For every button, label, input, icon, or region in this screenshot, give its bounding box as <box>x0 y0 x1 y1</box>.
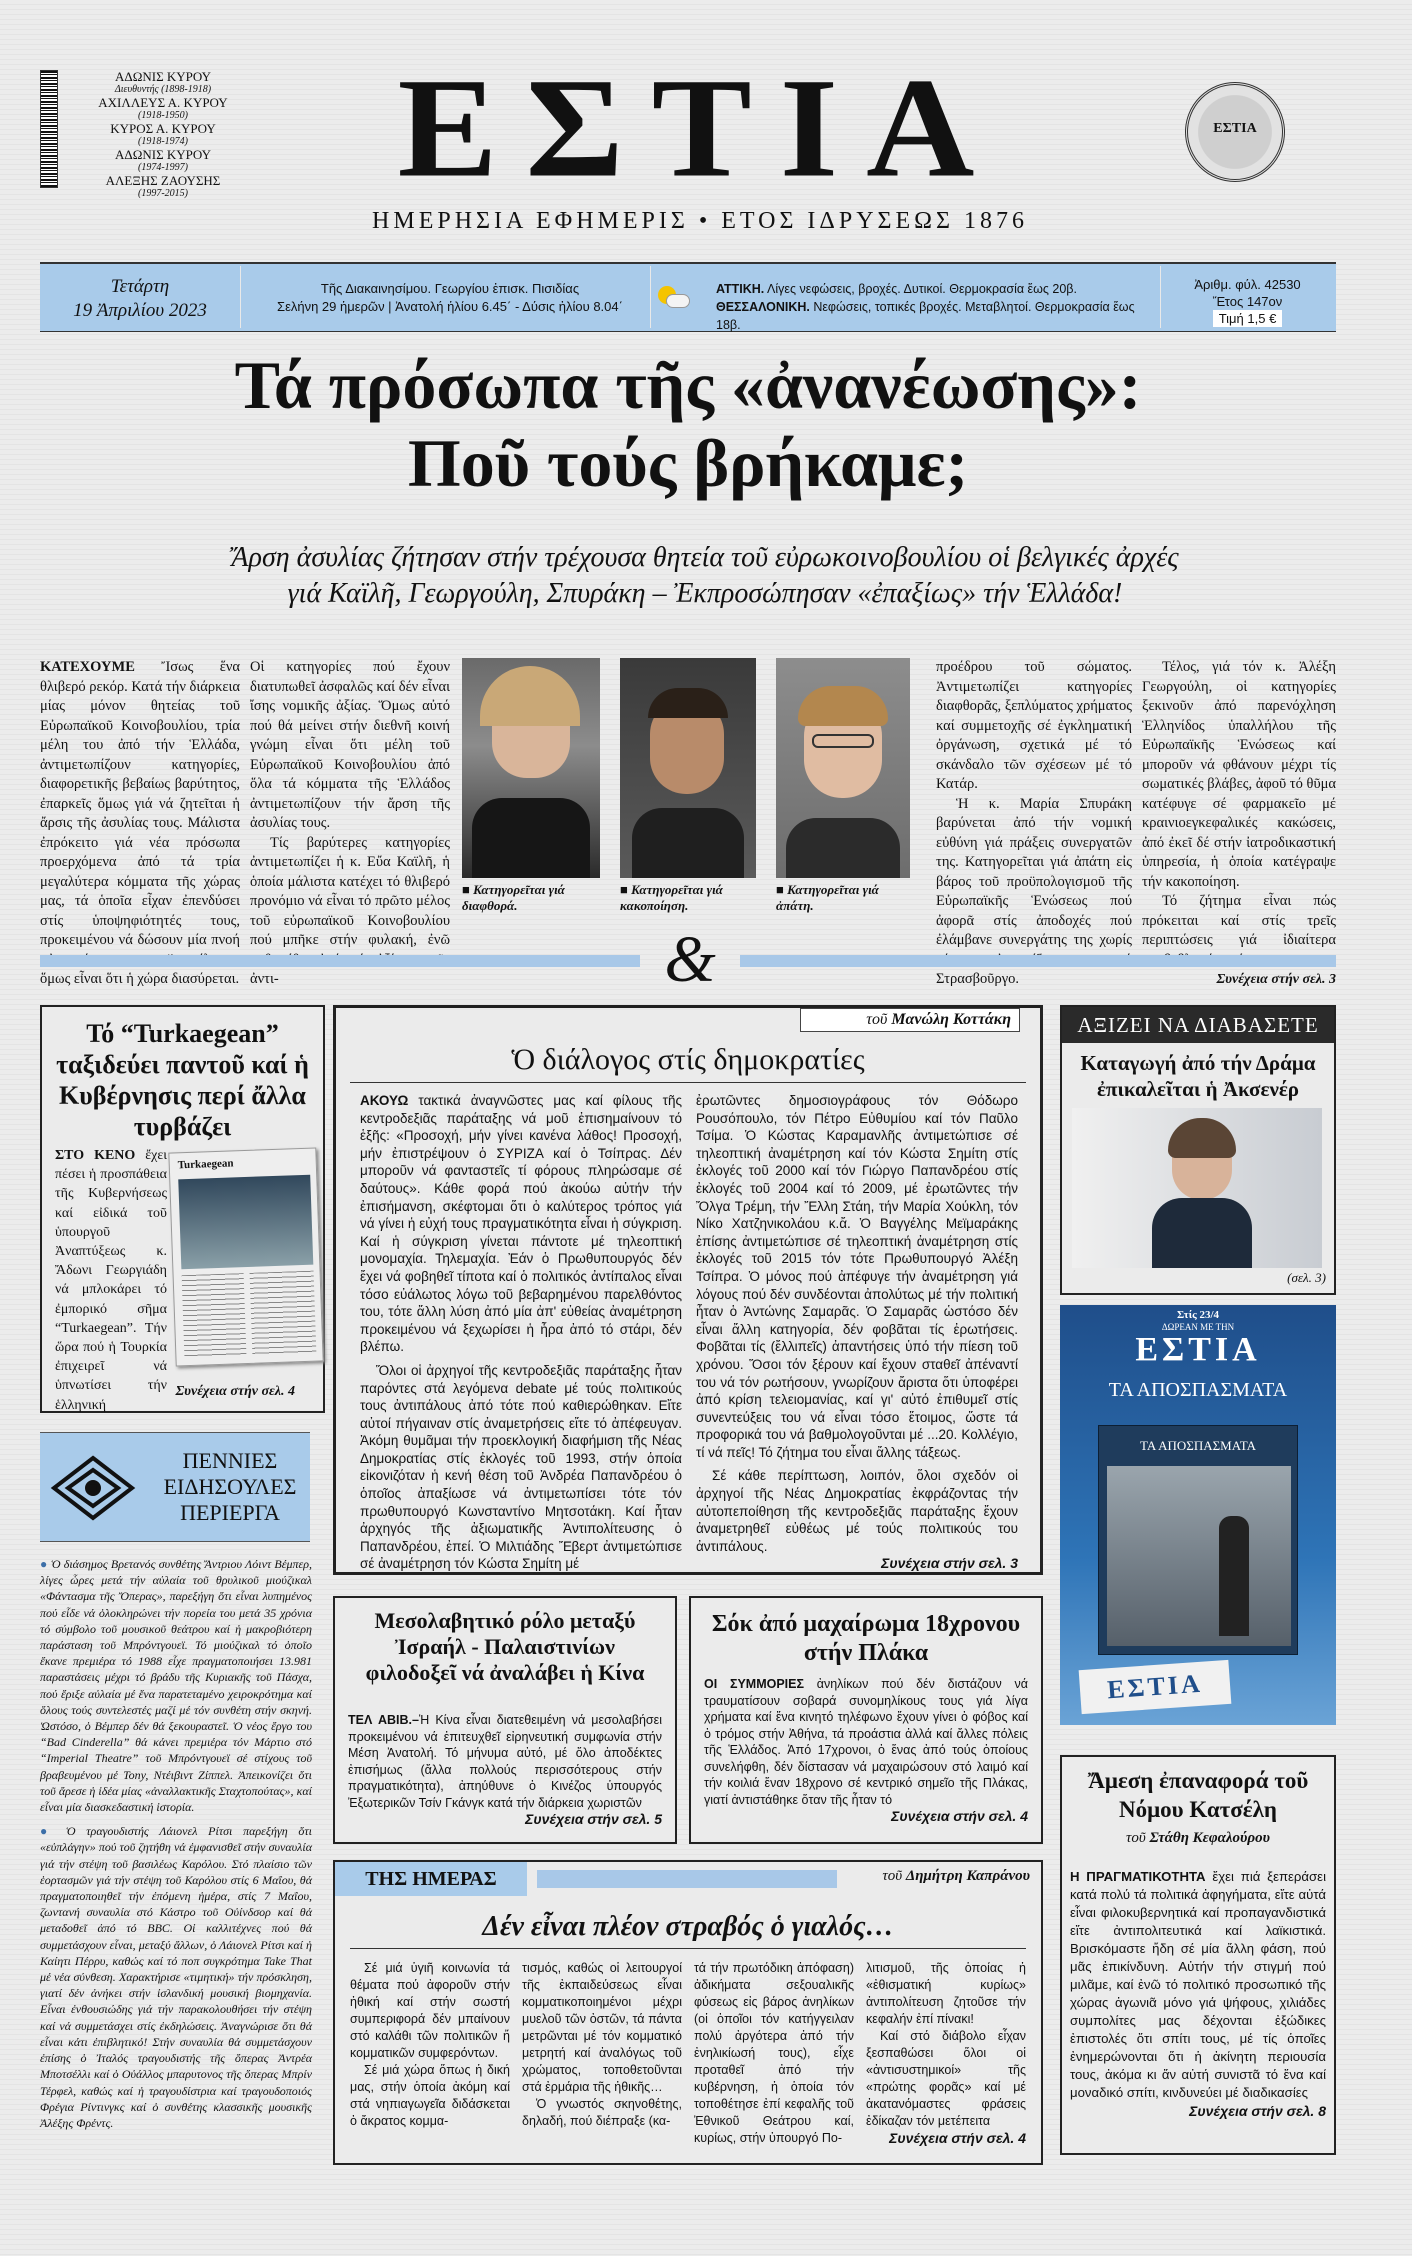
info-date <box>50 275 230 323</box>
lead-headline <box>40 346 1336 502</box>
photo-spyraki <box>776 658 910 878</box>
tis-imeras-col-1 <box>350 1960 510 2130</box>
lead-col-3 <box>936 658 1132 990</box>
photo-kaili <box>462 658 600 878</box>
dialogue-p2: Ὅλοι οἱ ἀρχηγοί τῆς κεντροδεξιᾶς παράταξης ἦταν παρόντες στά λεγόμενα debate μέ τούς πολιτικούς τους ἀντιπάλους ἀπό τότε πού καθιερώθηκαν. Εἴτε αὐτοί πήγαιναν στίς ἀναμετρήσεις εἴτε τό ἀπέφευγαν. Ἀκόμη θυμᾶμαι τήν προεκλογική διαφήμιση τῆς Νέας Δημοκρατίας στίς ἐκλογές τοῦ 1993, στήν ὁποία εἰκονιζόταν ἡ κενή θέση τοῦ Ἀνδρέα Παπανδρέου ὁ ὁποῖος ἀπαξίωσε νά ἀντιμετωπίσει τότε τόν πρωθυπουργό Κωνσταντίνο Μητσοτάκη. Καί ἦταν ἀρχηγός τῆς ἀξιωματικῆς Ἀντιπολίτευσης ὁ Παπανδρέου, ἐπεί. Ὁ Μιλτιάδης Ἔβερτ ἀντιμετώπισε σέ ἀναμέτρηση τόν Κώστα Σημίτη μέ <box>360 1362 682 1572</box>
issue-info <box>1165 276 1330 327</box>
byline-prefix: τοῦ <box>1126 1830 1146 1846</box>
founder: ΑΧΙΛΛΕΥΣ Α. ΚΥΡΟΥ <box>98 95 228 110</box>
tis-imeras-col-2 <box>522 1960 682 2130</box>
tis-imeras-c1: Σέ μιά ὑγιῆ κοινωνία τά θέματα πού ἀφοροῦν στήν ἠθική καί στήν σωστή συμπεριφορά δέν μπαίνουν στό καλάθι τῶν πολιτικῶν ἤ κομματικῶν συμφερόντων. <box>350 1961 510 2060</box>
tis-imeras-col-3 <box>694 1960 854 2147</box>
lead-deck-line2: γιά Καϊλῆ, Γεωργούλη, Σπυράκη – Ἐκπροσώπησαν «ἐπαξίως» τήν Ἑλλάδα! <box>287 578 1123 609</box>
lead-col2a-text: Οἱ κατηγορίες πού ἔχουν διατυπωθεῖ ἀσφαλῶς καί δέν εἶναι ἴσης νομικῆς ἀξίας. Ὅμως αὐτό πού θά μείνει στήν διεθνῆ κοινή γνώμη εἶναι ὅτι μέλη τοῦ Εὐρωπαϊκοῦ Κοινοβουλίου ἀπό ὅλα τά κόμματα τῆς Ἑλλάδος ἀντιμετωπίζουν τήν ἄρση τῆς ἀσυλίας τους. <box>250 659 450 831</box>
seal-logo <box>1185 82 1285 182</box>
turkaegean-text: ἔχει πέσει ἡ προσπάθεια τῆς Κυβερνήσεως καί εἰδικά τοῦ ὑπουργοῦ Ἀναπτύξεως κ. Ἄδωνι Γεωργιάδη νά μπλοκάρει τό ἐμπορικό σῆμα “Turkaegean”. Τήν ὥρα πού ἡ Τουρκία ἐπιχειρεῖ νά ὑπνωτίσει τήν ἑλληνική <box>55 1148 167 1413</box>
tis-imeras-c4b: Καί στό διάβολο εἶχαν ξεσπαθώσει ὅλοι οἱ «ἀντισυστημικοί» τῆς «πρώτης φορᾶς» καί μέ ἀκατανόμαστες φράσεις ἐδίκαζαν τόν μετέπειτα <box>866 2029 1026 2128</box>
banner-bar <box>537 1870 837 1888</box>
founder-note: (1918-1950) <box>138 110 188 121</box>
dialogue-col-1 <box>360 1092 682 1573</box>
founders-list <box>88 70 238 200</box>
masthead-subtitle: ΗΜΕΡΗΣΙΑ ΕΦΗΜΕΡΙΣ • ΕΤΟΣ ΙΔΡΥΣΕΩΣ 1876 <box>372 208 1028 234</box>
info-feast <box>250 280 650 316</box>
mediator-title: Μεσολαβητικό ρόλο μεταξύ Ἰσραήλ - Παλαιστινίων φιλοδοξεῖ νά ἀναλάβει ἡ Κίνα <box>365 1608 645 1685</box>
pennies-title-line2: ΕΙΔΗΣΟΥΛΕΣ <box>163 1474 297 1499</box>
promo-bottom: ΕΣΤΙΑ <box>1079 1660 1232 1714</box>
weather-text <box>716 280 1156 334</box>
dialogue-p4: Σέ κάθε περίπτωση, λοιπόν, ὅλοι σχεδόν οἱ ἀρχηγοί τῆς Νέας Δημοκρατίας ἐκφράζοντας τήν αὐτοπεποίθηση τῆς κεντροδεξιᾶς παράταξης ἔχουν ἀναμετρηθεῖ εὐθέως μέ τούς πολιτικούς του ἀντιπάλους. <box>696 1468 1018 1554</box>
lead-headline-line2: Ποῦ τούς βρήκαμε; <box>407 425 969 501</box>
lead-col-1 <box>40 658 240 990</box>
pennies-title-line1: ΠΕΝΝΙΕΣ <box>182 1448 278 1473</box>
katseli-dropword: Η ΠΡΑΓΜΑΤΙΚΟΤΗΤΑ <box>1070 1869 1206 1884</box>
lead-col-4 <box>1142 658 1336 990</box>
issue-number: Ἀριθμ. φύλ. 42530 <box>1194 277 1301 292</box>
continue-link[interactable]: Συνέχεια στήν σελ. 8 <box>1189 2103 1326 2119</box>
founder-note: (1974-1997) <box>138 162 188 173</box>
weather-icon <box>658 286 688 310</box>
pennies-item-1: Ὁ διάσημος Βρετανός συνθέτης Ἄντριου Λόιντ Βέμπερ, λίγες ὧρες μετά τήν αὐλαία τοῦ θρυλικοῦ μιούζικαλ «Φάντασμα τῆς Ὄπερας», παρεξήγη ὅτι εἶναι λυπημένος πού εἶδε νά ὁλοκληρώνει τήν πορεία του μετά 35 χρόνια τό σύμβολο τοῦ μουσικοῦ θεάτρου καί ἡ μακροβιότερη παράσταση τοῦ Μπρόντγουεϊ. Τό μιούζικαλ τό ὁποῖο ἔκανε πρεμιέρα τό 1988 εἶχε πραγματοποιήσει 13.981 παραστάσεις μέχρι τό βράδυ τῆς Κυριακῆς τοῦ Πάσχα, πού ἔριξε αὐλαία μέ ἕνα παρατεταμένο χειροκρότημα καί ὅλους τούς συντελεστές μαζί μέ τόν συνθέτη στήν σκηνή. Ὡστόσο, ὁ Βέμπερ δέν θά ξεκουραστεῖ. Ὁ νέος ἔργο του “Bad Cinderella” θά κάνει πρεμιέρα τόν Μάρτιο στό “Imperial Theatre” τοῦ Μπρόντγουεϊ σέ στίχους τοῦ βραβευμένου μέ Tony, Ντέιβιντ Ζίππελ. Ἀπεικονίζει ὅτι τοῦ ἄρεσε ἡ ἰδέα μίας «ἀναλλακτικῆς Σταχτοπούτας», καί εἶναι μία διασκεδαστική ἱστορία. <box>40 1557 312 1815</box>
lead-deck <box>60 540 1350 612</box>
turkaegean-title: Τό “Turkaegean” ταξιδεύει παντοῦ καί ἡ Κυβέρνησις περί ἄλλα τυρβάζει <box>56 1019 309 1141</box>
divider <box>650 266 651 328</box>
photo-ref: (σελ. 3) <box>1287 1270 1326 1285</box>
lead-col2b-text: Τίς βαρύτερες κατηγορίες ἀντιμετωπίζει ἡ κ. Εὔα Καϊλῆ, ἡ ὁποία μάλιστα κατέχει τό θλιβερό προνόμιο νά εἶναι τό πρῶτο μέλος τοῦ εὐρωπαϊκοῦ Κοινοβουλίου πού μπῆκε στήν φυλακή, ἐνῶ ἀντι- <box>250 834 450 987</box>
lead-col3b-text: Ἡ κ. Μαρία Σπυράκη βαρύνεται ἀπό τήν νομική εὐθύνη γιά πράξεις συνεργατῶν της. Κατηγορεῖται γιά ἀπάτη εἰς βάρος τοῦ προϋπολογισμοῦ τῆς Εὐρωπαϊκῆς Ἑνώσεως πού ἀφορᾶ στίς ἀποδοχές πού ἐλάμβανε συνεργάτης της χωρίς Στρασβοῦργο. <box>936 795 1132 987</box>
lead-col-2 <box>250 658 450 990</box>
day: Τετάρτη <box>110 276 170 297</box>
founder: ΑΔΩΝΙΣ ΚΥΡΟΥ <box>114 147 212 162</box>
shock-dropword: ΟΙ ΣΥΜΜΟΡΙΕΣ <box>704 1677 804 1691</box>
dialogue-title: Ὁ διάλογος στίς δημοκρατίες <box>511 1043 865 1076</box>
issue-year: Ἔτος 147ον <box>1212 294 1283 309</box>
tis-imeras-c3: τά τήν πρωτόδικη ἀπόφαση) ἀδικήματα σεξουαλικῆς φύσεως εἰς βάρος ἀνηλίκων (οἱ ὁποῖοι τόν κατήγγειλαν πολύ ἀργότερα ἀπό τήν ἐνηλικίωσή τους), εἶχε προταθεῖ ἀπό τήν κυβέρνηση, ἡ ὁποία τόν τοποθέτησε ἐπί κεφαλῆς τοῦ Ἐθνικοῦ Θεάτρου καί, κυρίως, στήν ὑπουργό Πο- <box>694 1961 854 2145</box>
tis-imeras-c2b: Ὁ γνωστός σκηνοθέτης, δηλαδή, πού διέπραξε (κα- <box>522 2097 682 2128</box>
feast-text: Τῆς Διακαινησίμου. Γεωργίου ἐπισκ. Πισιδίας <box>320 281 580 296</box>
book-promo <box>1060 1305 1336 1725</box>
founder: ΚΥΡΟΣ Α. ΚΥΡΟΥ <box>110 121 216 136</box>
promo-date: Στίς 23/4 <box>1176 1309 1220 1321</box>
promo-title: ΤΑ ΑΠΟΣΠΑΣΜΑΤΑ <box>1108 1379 1288 1401</box>
lead-col3a-text: προέδρου τοῦ σώματος. Ἀντιμετωπίζει κατηγορίες διαφθορᾶς, ξεπλύματος χρήματος καί συμμετοχῆς σέ ἐγκληματική ὀργάνωση, σχετικά μέ τό σκάνδαλο τῶν σχέσεων μέ τό Κατάρ. <box>936 659 1132 792</box>
tis-imeras-c2: τισμός, καθώς οἱ λειτουργοί τῆς ἐκπαιδεύσεως εἶναι κομματικοποιημένοι μέχρι μυελοῦ τῶν ὀστῶν, τά πάντα μετρῶνται μέ τόν κομματικό μετρητή καί ἀναλόγως τοῦ χρώματος, τοποθετοῦνται στά ἐρμάρια τῆς ἠθικῆς… <box>522 1961 682 2094</box>
ampersand: & <box>664 923 716 996</box>
photo-georgoulis <box>620 658 756 878</box>
seal-text: ΕΣΤΙΑ <box>1213 121 1257 136</box>
divider-bar-right <box>740 955 1336 967</box>
divider <box>240 266 241 328</box>
author-name: Στάθη Κεφαλούρου <box>1149 1830 1270 1846</box>
aksener-photo <box>1072 1108 1322 1268</box>
dialogue-byline <box>800 1008 1020 1032</box>
divider-bar-left <box>40 955 640 967</box>
byline-prefix: τοῦ <box>882 1868 903 1884</box>
divider <box>1160 266 1161 328</box>
mediator-text: Ἡ Κίνα εἶναι διατεθειμένη νά μεσολαβήσει προκειμένου νά ἐπιτευχθεῖ εἰρηνευτική συμφωνία στήν Μέση Ἀνατολή. Τό μήνυμα αὐτό, μέ ὅλο ἀποδέκτες ἐπισήμως (ἄλλα πολλούς περισσότερους στήν πραγματικότητα), ἀπηύθυνε ὁ Κινέζος ὑπουργός Ἐξωτερικῶν Τσίν Γκάνγκ κατά τήν διάρκεια χωριστῶν <box>348 1713 662 1810</box>
weather1-region: ΑΤΤΙΚΗ. <box>716 282 765 296</box>
author-name: Δημήτρη Καπράνου <box>905 1868 1030 1884</box>
katseli-body <box>1070 1868 1326 2120</box>
katseli-title: Ἄμεση ἐπαναφορά τοῦ Νόμου Κατσέλη <box>1087 1768 1309 1822</box>
tis-imeras-banner: ΤΗΣ ΗΜΕΡΑΣ <box>335 1862 527 1896</box>
shock-title: Σόκ ἀπό μαχαίρωμα 18χρονου στήν Πλάκα <box>711 1611 1021 1666</box>
shock-body <box>704 1676 1028 1825</box>
magazine-cover <box>168 1147 323 1366</box>
dialogue-col-2 <box>696 1092 1018 1573</box>
katseli-text: ἔχει πιά ξεπεράσει κατά πολύ τά πολιτικά ἀφηγήματα, εἴτε αὐτά εἶναι φιλοκυβερνητικά καί προπαγανδιστικά εἴτε ἀντιπολιτευτικά καί λαϊκιστικά. Βρισκόμαστε ἤδη σέ μία ἄλλη φάση, πού μᾶς ἐπικίνδυνη. Αὐτήν τήν στιγμή πού μιλᾶμε, καί ἐνῶ τό πολιτικό προσωπικό τῆς χώρας ἀγωνιᾶ μόνο γιά ψήφους, χιλιάδες συμπολίτες μας δέχονται ἐξώδικες ἐπιστολές ὅτι σπίτι τους, μέ τίς ὁποῖες ἐνημερώνονται ὅτι ἡ ἀκίνητη περιουσία τους, ἀκόμα κι ἄν αὐτή συνιστᾶ τό ἕνα καί μοναδικό σπίτι, κινδυνεύει μέ διαδικασίες <box>1070 1869 1326 2100</box>
tis-imeras-c1b: Σέ μιά χώρα ὅπως ἡ δική μας, στήν ὁποία ἀκόμη καί στά νηπιαγωγεῖα διδάσκεται ὁ ἄκρατος κομμα- <box>350 2063 510 2128</box>
weather2-region: ΘΕΣΣΑΛΟΝΙΚΗ. <box>716 300 810 314</box>
tis-imeras-byline <box>830 1868 1030 1885</box>
book-title: ΤΑ ΑΠΟΣΠΑΣΜΑΤΑ <box>1140 1438 1256 1453</box>
pennies-body: ● Ὁ διάσημος Βρετανός συνθέτης Ἄντριου Λόιντ Βέμπερ, λίγες ὧρες μετά τήν αὐλαία τοῦ θρυλικοῦ μιούζικαλ «Φάντασμα τῆς Ὄπερας», παρεξήγη ὅτι εἶναι λυπημένος πού εἶδε νά ὁλοκληρώνει τήν πορεία του μετά 35 χρόνια τό σύμβολο τοῦ μουσικοῦ θεάτρου καί ἡ μακροβιότερη παράσταση τοῦ Μπρόντγουεϊ. Τό μιούζικαλ τό ὁποῖο ἔκανε πρεμιέρα τό 1988 εἶχε πραγματοποιήσει 13.981 παραστάσεις μέχρι τό βράδυ τῆς Κυριακῆς τοῦ Πάσχα, πού ἔριξε αὐλαία μέ ἕνα παρατεταμένο χειροκρότημα καί ὅλους τούς συντελεστές μαζί μέ τόν συνθέτη στήν σκηνή. Ὡστόσο, ὁ Βέμπερ δέν θά ξεκουραστεῖ. Ὁ νέος ἔργο του “Bad Cinderella” θά κάνει πρεμιέρα τόν Μάρτιο στό “Imperial Theatre” τοῦ Μπρόντγουεϊ σέ στίχους τοῦ βραβευμένου μέ Tony, Ντέιβιντ Ζίππελ. Ἀπεικονίζει ὅτι τοῦ ἄρεσε ἡ ἰδέα μίας «ἀναλλακτικῆς Σταχτοπούτας», καί εἶναι μία διασκεδαστική ἱστορία. ● Ὁ τραγουδιστής Λάιονελ Ρίτσι παρεξήγη ὅτι «εὐπλάγην» πού τοῦ ζητήθη νά ἐμφανισθεῖ στήν συναυλία γιά τήν στέψη τοῦ βασιλέως Καρόλου. Στό πλαίσιο τῶν ἑορτασμῶν γιά τήν στέψη τοῦ Καρόλου στίς 6 Μαΐου, θά πραγματοποιηθεῖ τήν ἐπόμενη ἡμέρα, στίς 7 Μαΐου, ζωντανή συναυλία στό Κάστρο τοῦ Οὐίνδσορ καί θά μεταδοθεῖ ἀπό τό BBC. Οἱ καλλιτέχνες πού θά συμμετάσχουν εἶναι, μεταξύ ἄλλων, ὁ Λάιονελ Ρίτσι καί ἡ Καίητι Πέρρυ, καθώς καί τό ποπ συγκρότημα Take That μέ νέα σύνθεση. Χαρακτήρισε «τιμητική» τήν πρόσκληση, γιατί δέν ἀνήκει στήν ἰσλανδική μουσική βιομηχανία. Εἶναι ἐνθουσιώδης γιά τήν παρακολουθήσει τήν στέψη καί νά συμμετάσχει στίς ἐκδηλώσεις. Ἀναγνώρισε ὅτι θά εἶναι κάτι ἐπιβλητικό! Στήν συναυλία θά συμμετάσχουν ἐπίσης ὁ Ἰταλός τραγουδιστής τῆς ὄπερας Ἀντρέα Μποτσέλλι καί ὁ Οὐάλλος μπαρυτονος τῆς ὄπερας Μπρίν Τέρφελ, καθώς καί ἡ τραγουδίστρια καί τραγουδοποιός Φρέγια Ρίντινγκς καί ὁ συνθέτης κλασσικῆς μουσικῆς Ἀλέξης Φρέντς. <box>40 1557 313 2130</box>
tis-imeras-c4: λιτισμοῦ, τῆς ὁποίας ἡ «ἐθισματική κυρίως» ἀντιπολίτευση ζητοῦσε τήν κεφαλήν ἐπί πίνακι! <box>866 1961 1026 2026</box>
weather2-forecast: Νεφώσεις, τοπικές βροχές. Μεταβλητοί. Θερμοκρασία ἕως 18β. <box>716 300 1135 332</box>
photo-caption: ■ Κατηγορεῖται γιά κακοποίηση. <box>620 882 723 913</box>
continue-link[interactable]: Συνέχεια στήν σελ. 4 <box>175 1384 295 1399</box>
caption-kaili: Κατηγορεῖται γιά διαφθορά. <box>462 882 565 913</box>
barcode <box>40 70 58 188</box>
lead-headline-line1: Τά πρόσωπα τῆς «ἀνανέωσης»: <box>234 347 1142 423</box>
founder: ΑΔΩΝΙΣ ΚΥΡΟΥ <box>114 69 212 84</box>
lead-col4a-text: Τέλος, γιά τόν κ. Ἀλέξη Γεωργούλη, οἱ κατηγορίες ξεκινοῦν ἀπό παρενόχληση Ἑλληνίδος ὑπαλλήλου τῆς Εὐρωπαϊκῆς Ἑνώσεως καί μποροῦν νά φθάνουν μέχρι τίς σωματικές βλάβες, ἀφοῦ τό θῦμα κατέφυγε σέ φαρμακεῖο μέ κραινιοεγκεφαλικές κακώσεις, ἀπό ἐκεῖ δέ στήν ἰατροδικαστική ὑπηρεσία, ἡ ὁποία κατέγραψε τήν κακοποίηση. <box>1142 659 1336 890</box>
caption-spyraki: Κατηγορεῖται γιά ἀπάτη. <box>776 882 879 913</box>
turkaegean-body <box>55 1146 167 1415</box>
weather1-forecast: Λίγες νεφώσεις, βροχές. Δυτικοί. Θερμοκρασία ἕως 20β. <box>764 282 1077 296</box>
magazine-title: Turkaegean <box>177 1157 234 1172</box>
title-rule <box>350 1948 1026 1949</box>
dialogue-title-rule <box>350 1082 1026 1083</box>
continue-link[interactable]: Συνέχεια στήν σελ. 5 <box>525 1811 662 1827</box>
pennies-item-2: Ὁ τραγουδιστής Λάιονελ Ρίτσι παρεξήγη ὅτι «εὐπλάγην» πού τοῦ ζητήθη νά ἐμφανισθεῖ στήν συναυλία γιά τήν στέψη τοῦ βασιλέως Καρόλου. Στό πλαίσιο τῶν ἑορτασμῶν γιά τήν στέψη τοῦ Καρόλου στίς 6 Μαΐου, θά πραγματοποιηθεῖ τήν ἐπόμενη ἡμέρα, στίς 7 Μαΐου, ζωντανή συναυλία στό Κάστρο τοῦ Οὐίνδσορ καί θά μεταδοθεῖ ἀπό τό BBC. Οἱ καλλιτέχνες πού θά συμμετάσχουν εἶναι, μεταξύ ἄλλων, ὁ Λάιονελ Ρίτσι καί ἡ Καίητι Πέρρυ, καθώς καί τό ποπ συγκρότημα Take That μέ νέα σύνθεση. Χαρακτήρισε «τιμητική» τήν πρόσκληση, γιατί δέν ἀνήκει στήν ἰσλανδική μουσική βιομηχανία. Εἶναι ἐνθουσιώδης γιά τήν παρακολουθήσει τήν στέψη καί νά συμμετάσχει στίς ἐκδηλώσεις. Ἀναγνώρισε ὅτι θά εἶναι κάτι ἐπιβλητικό! Στήν συναυλία θά συμμετάσχουν ἐπίσης ὁ Ἰταλός τραγουδιστής τῆς ὄπερας Ἀντρέα Μποτσέλλι καί ὁ Οὐάλλος μπαρυτονος τῆς ὄπερας Μπρίν Τέρφελ, καθώς καί ἡ τραγουδίστρια καί τραγουδοποιός Φρέγια Ρίντινγκς καί ὁ συνθέτης κλασσικῆς μουσικῆς Ἀλέξης Φρέντς. <box>40 1824 313 2130</box>
caption-georgoulis: Κατηγορεῖται γιά κακοποίηση. <box>620 882 723 913</box>
pennies-title <box>150 1448 310 1526</box>
photo-caption: ■ Κατηγορεῖται γιά διαφθορά. <box>462 882 565 913</box>
lead-col1-text: Ἴσως ἕνα θλιβερό ρεκόρ. Κατά τήν διάρκεια μίας μόνον θητείας τοῦ Εὐρωπαϊκοῦ Κοινοβουλίου, τρία μέλη του ἀπό τήν Ἑλλάδα, ἀντιμετωπίζουν κατηγορίες, διαφορετικῆς βεβαίως βαρύτητος, ἐπαρκεῖς ὅμως γιά νά ζητεῖται ἡ ἄρσις τῆς ἀσυλίας τους. Μάλιστα ἐπρόκειτο γιά νέα πρόσωπα προερχόμενα ἀπό τά τρία μεγαλύτερα κόμματα τῆς χώρας μας, τά ὁποῖα εἶχαν ἐπενδύσει στίς ὑποψηφιότητές τους, προκειμένου νά δώσουν μία πνοή ὅμως εἶναι ὅτι ἡ χώρα διασύρεται. <box>40 659 240 987</box>
lead-col4b-text: Τό ζήτημα εἶναι πώς πρόκειται καί στίς τρεῖς περιπτώσεις γιά ἰδιαίτερα <box>1142 893 1336 948</box>
axizei-title: Καταγωγή ἀπό τήν Δράμα ἐπικαλεῖται ἡ Ἀκσενέρ <box>1080 1051 1316 1101</box>
masthead-title: ΕΣΤΙΑ <box>397 49 1003 207</box>
book-cover <box>1098 1425 1298 1655</box>
continue-link[interactable]: Συνέχεια στήν σελ. 4 <box>891 1808 1028 1824</box>
founder-note: Διευθυντής (1898-1918) <box>114 84 212 95</box>
author-name: Μανώλη Κοττάκη <box>891 1011 1011 1028</box>
founder-note: (1997-2015) <box>138 188 188 199</box>
lead-dropword: ΚΑΤΕΧΟΥΜΕ <box>40 659 135 675</box>
price: Τιμή 1,5 € <box>1213 310 1283 327</box>
turkaegean-dropword: ΣΤΟ ΚΕΝΟ <box>55 1148 136 1163</box>
mediator-dropword: ΤΕΛ ΑΒΙΒ.– <box>348 1713 419 1727</box>
photo-caption: ■ Κατηγορεῖται γιά ἀπάτη. <box>776 882 879 913</box>
mediator-body <box>348 1712 662 1828</box>
byline-prefix: τοῦ <box>866 1011 888 1028</box>
continue-link[interactable]: Συνέχεια στήν σελ. 3 <box>1216 972 1336 987</box>
promo-with: ΔΩΡΕΑΝ ΜΕ ΤΗΝ <box>1161 1322 1235 1332</box>
dialogue-dropword: ΑΚΟΥΩ <box>360 1093 409 1108</box>
founder-note: (1918-1974) <box>138 136 188 147</box>
lead-deck-line1: Ἄρση ἀσυλίας ζήτησαν στήν τρέχουσα θητεία τοῦ εὐρωκοινοβουλίου οἱ βελγικές ἀρχές <box>231 542 1179 573</box>
dialogue-p1: τακτικά ἀναγνῶστες μας καί φίλους τῆς κεντροδεξιᾶς παράταξης νά μοῦ ἐπισημαίνουν τό ἑξῆς: «Προσοχή, μήν γίνει κανένα λάθος! Προσοχή, μήν ἐπιστρέψουν ὁ ΣΥΡΙΖΑ καί ὁ Τσίπρας. Δέν μποροῦν νά φανταστεῖς τί φόρους πληρώσαμε σέ δαύτους». Κάθε φορά πού ἀκούω αὐτήν τήν ἐπισήμανση, σκέφτομαι ὅτι ὁ καλύτερος τρόπος γιά νά γίνει ἡ εὐχή τους πραγματικότητα εἶναι ἡ σύγκριση. Καί ἡ σύγκριση γίνεται πάντοτε μέ τηλεοπτική μονομαχία. Τηλεμαχία. Ἐάν ὁ Πρωθυπουργός δέν ἔχει νά φοβηθεῖ τίποτα καί ὁ πολιτικός ἀντίπαλος εἶναι τόσο εὐάλωτος λόγω τοῦ βεβαρημένου παρελθόντος του, τότε ἄλλη λύση ἀπό μία ἀπ' εὐθείας ἀναμέτρηση προκειμένου νά ξεχωρίσει ἡ ἦρα ἀπό τό στάρι, δέν βλέπω. <box>360 1093 682 1355</box>
continue-link[interactable]: Συνέχεια στήν σελ. 3 <box>881 1555 1018 1572</box>
moon-text: Σελήνη 29 ἡμερῶν | Ἀνατολή ἡλίου 6.45΄ - Δύσις ἡλίου 8.04΄ <box>277 299 623 314</box>
dialogue-p3: ἐρωτῶντες δημοσιογράφους τόν Θόδωρο Ρουσόπουλο, τόν Πέτρο Εὐθυμίου καί τόν Παῦλο Τσίμα. Ὁ Κώστας Καραμανλῆς ἀντιμετώπισε σέ τηλεοπτική ἀναμέτρηση καί τόν Κώστα Σημίτη στίς ἐκλογές τοῦ 2000 καί τόν Γιώργο Παπανδρέου στίς ἐκλογές τοῦ 2004 καί τό 2009, μέ ἐρωτῶντες τήν Ὄλγα Τρέμη, τήν Ἔλλη Στάη, τήν Μαρία Χούκλη, τόν Νίκο Χατζηνικολάου κ.ἄ. Ὁ Βαγγέλης Μεϊμαράκης ἐπίσης ἀντιμετώπισε σέ τηλεοπτική ἀναμέτρηση στίς ἐκλογές τοῦ 2015 τόν τότε Πρωθυπουργό Ἀλέξη Τσίπρα. Ὁ μόνος πού ἀπέφυγε τήν ἀναμέτρηση γιά λόγους πού δέν συνδέονται ἀπολύτως μέ τήν πολιτική ἦταν ὁ Ἀντώνης Σαμαρᾶς. Ὁ Σαμαρᾶς ὡστόσο δέν εἶναι ἄλλη κατηγορία, δέν φοβᾶται τίς ἐρωτήσεις. Φοβᾶται τίς (ἔλλιπεῖς) ἀπαντήσεις ὑπό τήν πίεση τοῦ χρόνου. Ὅσοι τόν ξέρουν καί ἔχουν σταθεῖ ἀπέναντί του νά τόν ρωτήσουν, γνωρίζουν ἄριστα ὅτι ὑποφέρει ἀπό κρίση τελειομανίας, καί γι' αὐτό ἐπιθυμεῖ στίς συνεντεύξεις του νά εἶναι τόσο ἕτοιμος, ὥστε τά προφορικά του νά βαθμολογοῦνται μέ ...20. Κολλέγιο, τί νά πεῖς! Τό ζήτημα του εἶναι ἄλλης τάξεως. <box>696 1093 1018 1460</box>
katseli-byline <box>1070 1830 1326 1847</box>
axizei-banner: ΑΞΙΖΕΙ ΝΑ ΔΙΑΒΑΣΕΤΕ <box>1062 1007 1334 1043</box>
tis-imeras-col-4 <box>866 1960 1026 2147</box>
founder: ΑΛΕΞΗΣ ΖΑΟΥΣΗΣ <box>105 173 221 188</box>
continue-link[interactable]: Συνέχεια στήν σελ. 4 <box>889 2130 1026 2146</box>
date: 19 Ἀπριλίου 2023 <box>73 300 207 321</box>
pennies-title-line3: ΠΕΡΙΕΡΓΑ <box>180 1500 280 1525</box>
ornament-icon <box>48 1452 138 1524</box>
tis-imeras-title: Δέν εἶναι πλέον στραβός ὁ γιαλός… <box>482 1911 894 1942</box>
promo-paper: ΕΣΤΙΑ <box>1135 1331 1261 1368</box>
shock-text: ἀνηλίκων πού δέν διστάζουν νά τραυματίσουν σοβαρά συνομηλίκους τους γιά λίγα χρήματα καί ἕνα κινητό τηλέφωνο ἔχουν γίνει ὁ φόβος καί ὁ τρόμος στήν Ἀθήνα, τά προάστια ἀλλά καί ἄλλες πόλεις τῆς Ἑλλάδος. Ἀπό 17χρονοι, ὁ ἕνας ἀπό τούς ὁποίους συνελήφθη, δέν δίστασαν νά μαχαιρώσουν στό λαιμό καί τήν κοιλιά ἕναν 18χρονο σέ κεντρικό σημεῖο τῆς Πλάκας, γιατί ἀντιστάθηκε ὅταν τῆς ἦταν τό <box>704 1677 1028 1807</box>
